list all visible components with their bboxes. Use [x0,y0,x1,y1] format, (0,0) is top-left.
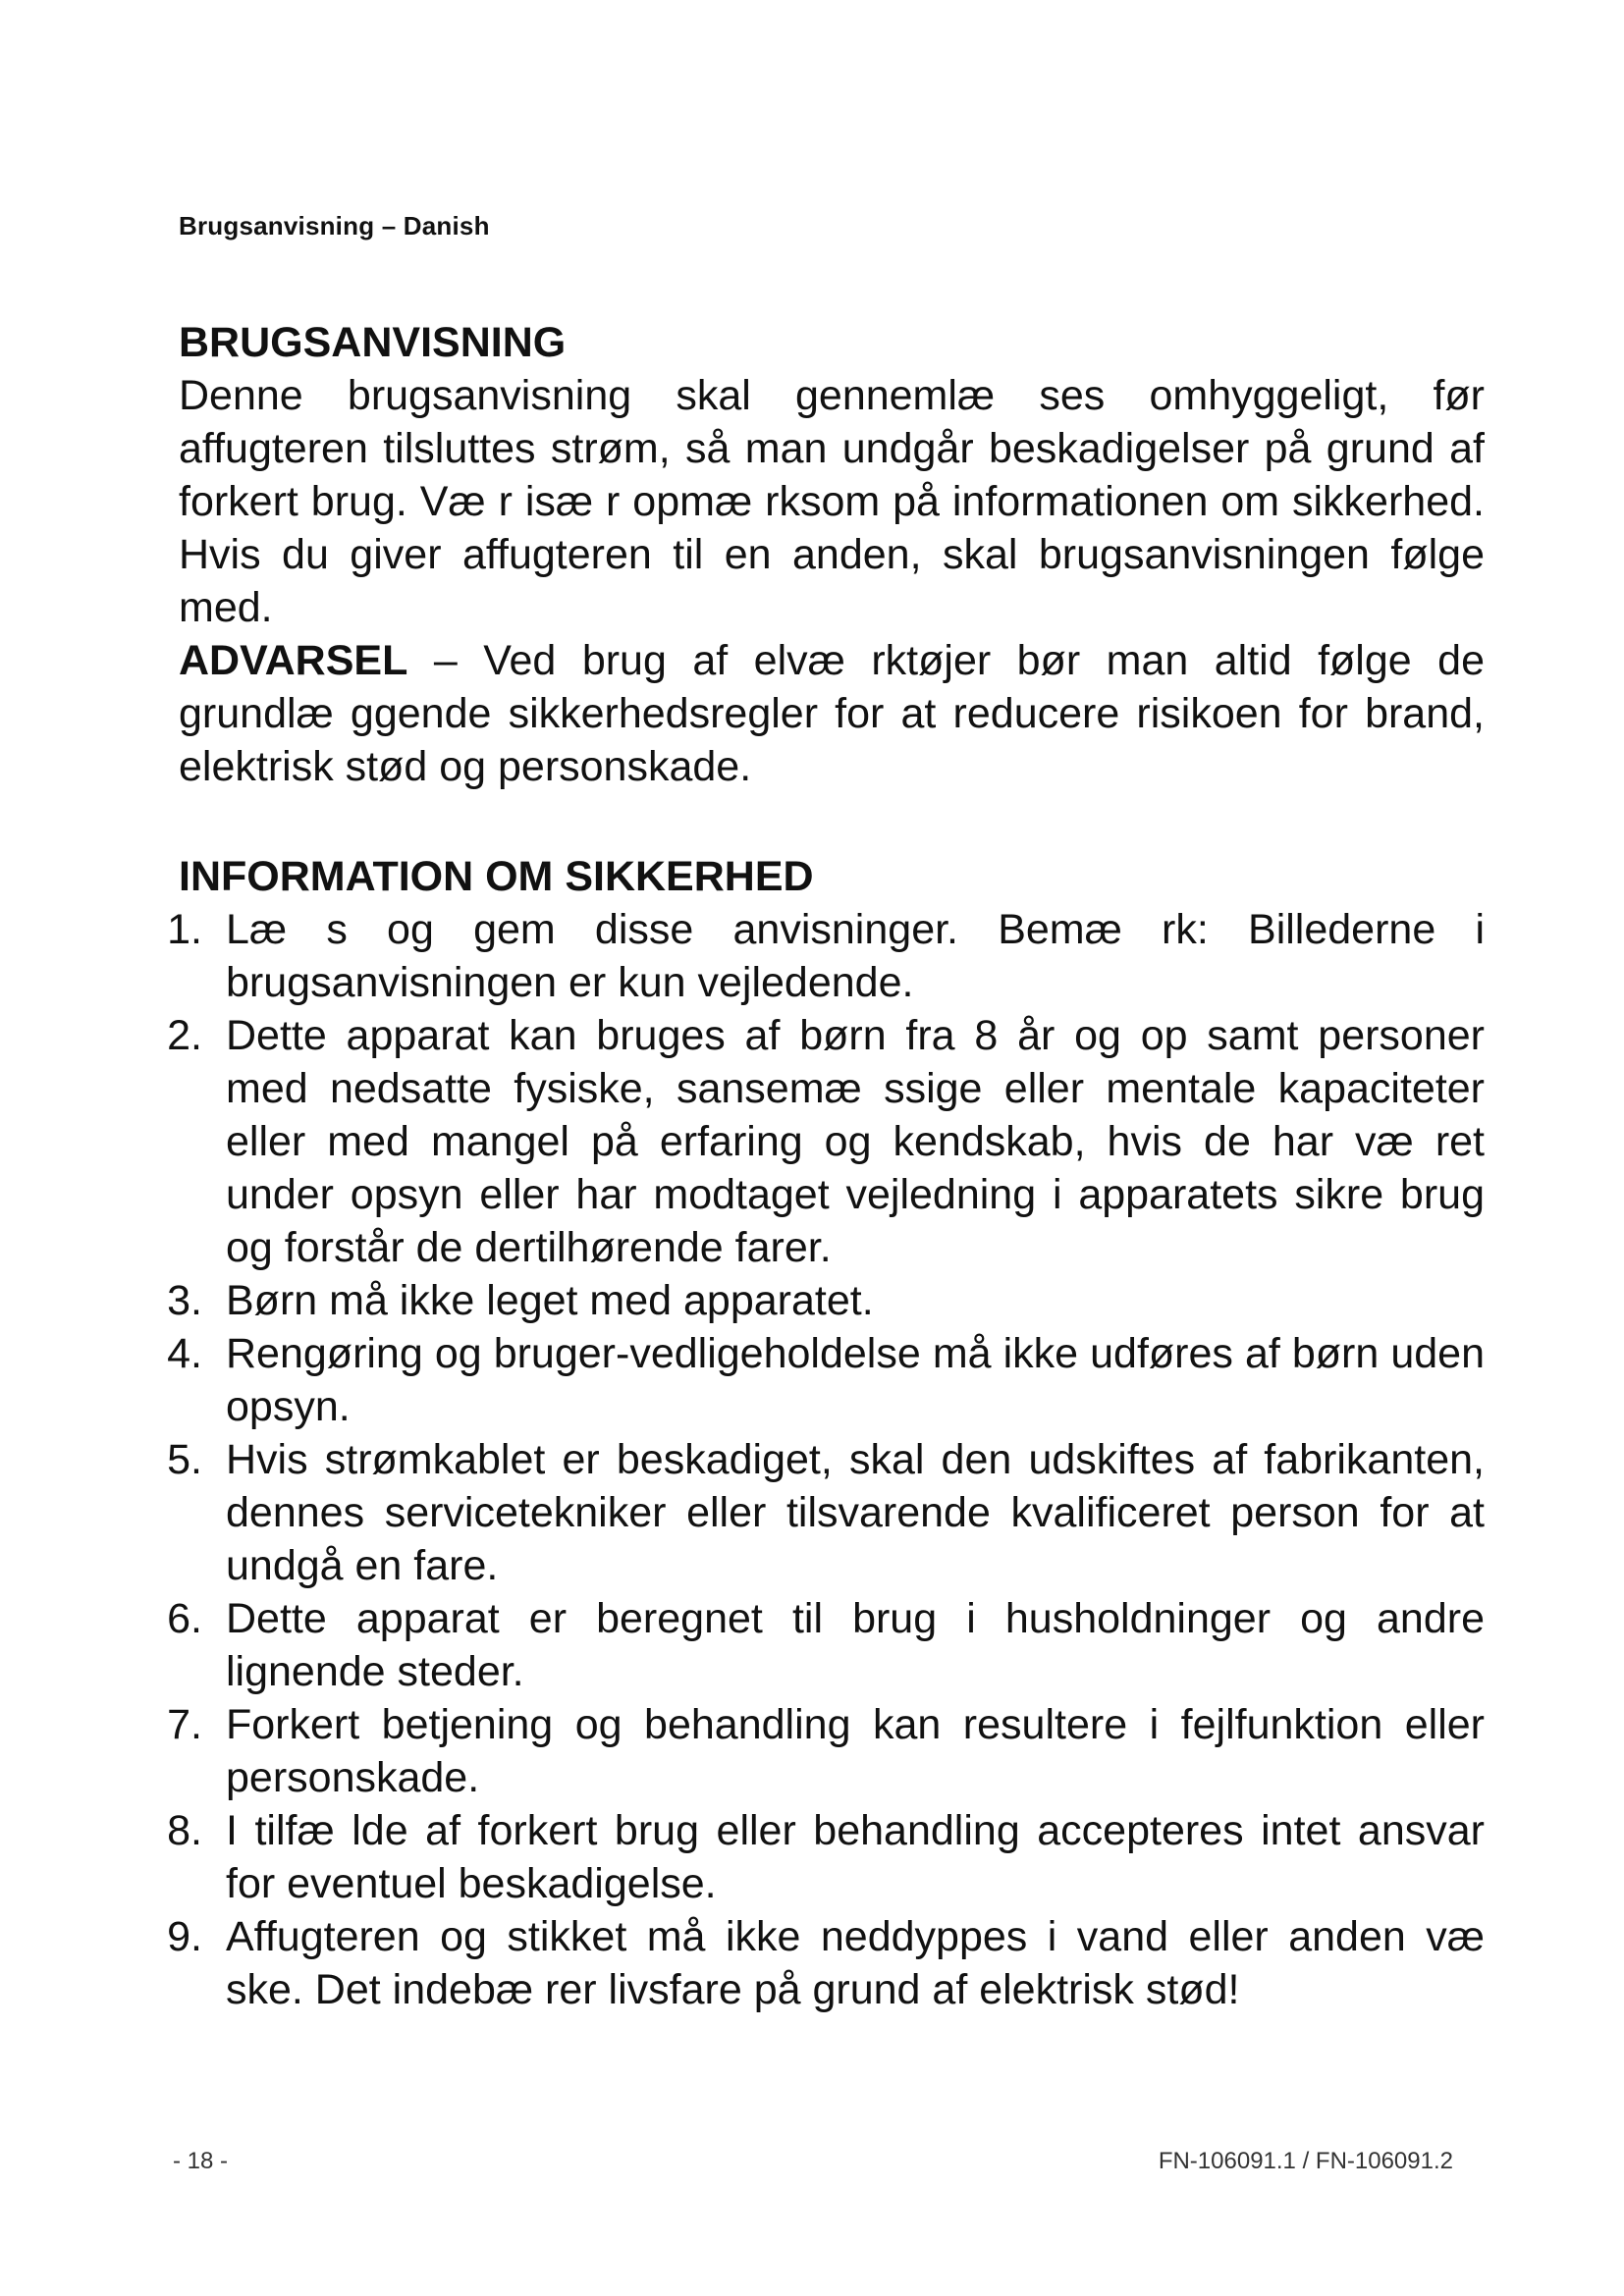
list-item-number: 9. [167,1913,202,1960]
list-item-number: 1. [167,906,202,953]
warning-paragraph [179,634,1485,793]
list-item-number: 4. [167,1330,202,1377]
model-codes: FN-106091.1 / FN-106091.2 [1158,2148,1453,2174]
list-item-text: I tilfæ lde af forkert brug eller behandling accepteres intet ansvar for eventuel beskadigelse. [226,1807,1485,1907]
list-item [167,1698,1485,1804]
list-item-text: Forkert betjening og behandling kan resultere i fejlfunktion eller personskade. [226,1701,1485,1801]
list-item [167,1274,1485,1327]
list-item-number: 6. [167,1595,202,1642]
list-item [167,1433,1485,1592]
running-header: Brugsanvisning – Danish [179,211,490,240]
list-item-text: Rengøring og bruger-vedligeholdelse må ikke udføres af børn uden opsyn. [226,1330,1485,1430]
list-item [167,903,1485,1009]
intro-paragraph: Denne brugsanvisning skal gennemlæ ses omhyggeligt, før affugteren tilsluttes strøm, så man undgår beskadigelser på grund af forkert brug. Væ r isæ r opmæ rksom på informationen om sikkerhed. Hvis du giver affugteren til en anden, skal brugsanvisningen følge med. [179,372,1485,631]
list-item [167,1327,1485,1433]
list-item-number: 2. [167,1012,202,1059]
list-item-number: 3. [167,1277,202,1324]
list-item-number: 7. [167,1701,202,1748]
list-item-text: Dette apparat er beregnet til brug i husholdninger og andre lignende steder. [226,1595,1485,1695]
warning-text: – Ved brug af elvæ rktøjer bør man altid følge de grundlæ ggende sikkerhedsregler for at reducere risikoen for brand, elektrisk stød og personskade. [179,637,1485,790]
list-item [167,1910,1485,2016]
page-content [167,316,1485,2016]
list-item-number: 8. [167,1807,202,1854]
list-item-text: Børn må ikke leget med apparatet. [226,1277,874,1324]
section-title-brugsanvisning: BRUGSANVISNING [179,319,567,366]
list-item [167,1804,1485,1910]
section-spacer [179,793,1485,850]
page-number: - 18 - [173,2148,229,2174]
list-item [167,1009,1485,1274]
section-title-sikkerhed: INFORMATION OM SIKKERHED [179,853,814,900]
list-item-text: Dette apparat kan bruges af børn fra 8 år og op samt personer med nedsatte fysiske, sansemæ ssige eller mentale kapaciteter eller med mangel på erfaring og kendskab, hvis de har væ ret under opsyn eller har modtaget vejledning i apparatets sikre brug og forstår de dertilhørende farer. [226,1012,1485,1271]
list-item-text: Hvis strømkablet er beskadiget, skal den udskiftes af fabrikanten, dennes servicetekniker eller tilsvarende kvalificeret person for at undgå en fare. [226,1436,1485,1589]
warning-label: ADVARSEL [179,637,408,684]
list-item [167,1592,1485,1698]
safety-list [167,903,1485,2016]
list-item-text: Affugteren og stikket må ikke neddyppes i vand eller anden væ ske. Det indebæ rer livsfare på grund af elektrisk stød! [226,1913,1485,2013]
list-item-text: Læ s og gem disse anvisninger. Bemæ rk: Billederne i brugsanvisningen er kun vejledende. [226,906,1485,1006]
list-item-number: 5. [167,1436,202,1483]
